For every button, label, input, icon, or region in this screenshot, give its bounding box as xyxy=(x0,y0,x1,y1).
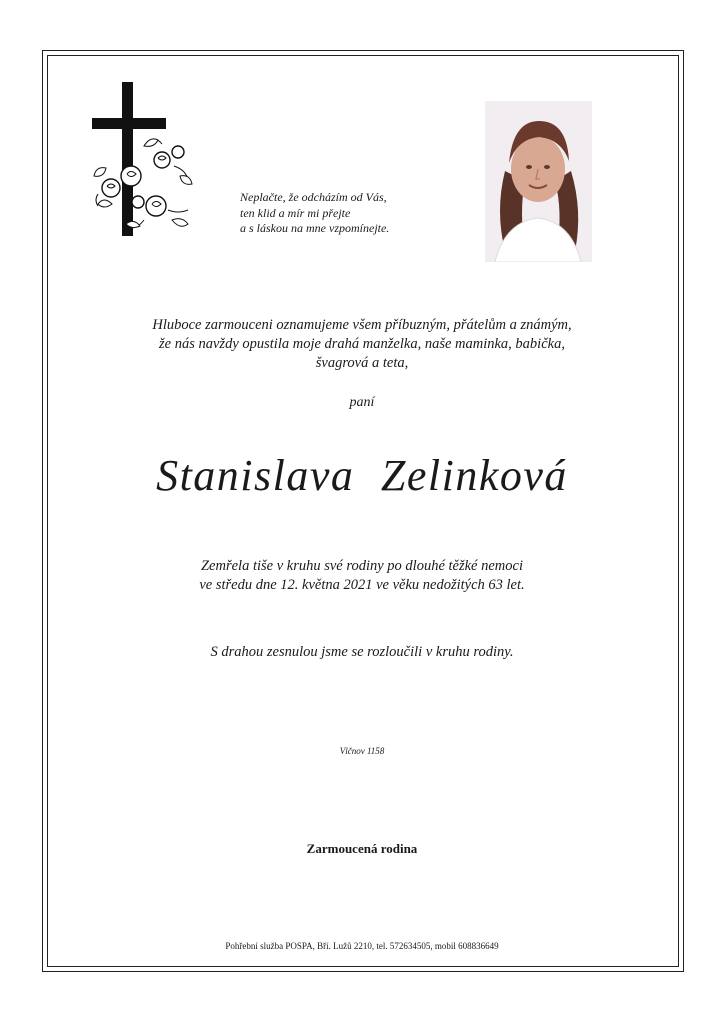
funeral-service-footer: Pohřební služba POSPA, Bří. Lužů 2210, tel. 572634505, mobil 608836649 xyxy=(225,941,499,951)
family-signature: Zarmoucená rodina xyxy=(306,841,418,856)
intro-line: že nás navždy opustila moje drahá manželka, naše maminka, babička, xyxy=(159,336,565,352)
verse-line: ten klid a mír mi přejte xyxy=(240,205,351,220)
honorific: paní xyxy=(349,395,375,410)
cross-with-roses-icon xyxy=(88,80,198,238)
farewell-note: S drahou zesnulou jsme se rozloučili v kruhu rodiny. xyxy=(210,644,514,660)
address: Vlčnov 1158 xyxy=(339,746,385,756)
verse-line: a s láskou na mne vzpomínejte. xyxy=(240,221,390,235)
death-notice xyxy=(60,557,664,595)
verse-line: Neplačte, že odcházím od Vás, xyxy=(240,190,387,204)
deceased-name: Stanislava Zelinková xyxy=(156,451,568,500)
announcement-intro xyxy=(60,316,664,373)
verse xyxy=(240,190,440,237)
intro-line: švagrová a teta, xyxy=(315,355,409,371)
portrait-photo xyxy=(485,101,592,262)
death-line: Zemřela tiše v kruhu své rodiny po dlouhé těžké nemoci xyxy=(200,558,523,574)
death-line: ve středu dne 12. května 2021 ve věku nedožitých 63 let. xyxy=(199,577,525,593)
intro-line: Hluboce zarmouceni oznamujeme všem příbuzným, přátelům a známým, xyxy=(152,317,572,333)
portrait-illustration xyxy=(485,101,592,262)
